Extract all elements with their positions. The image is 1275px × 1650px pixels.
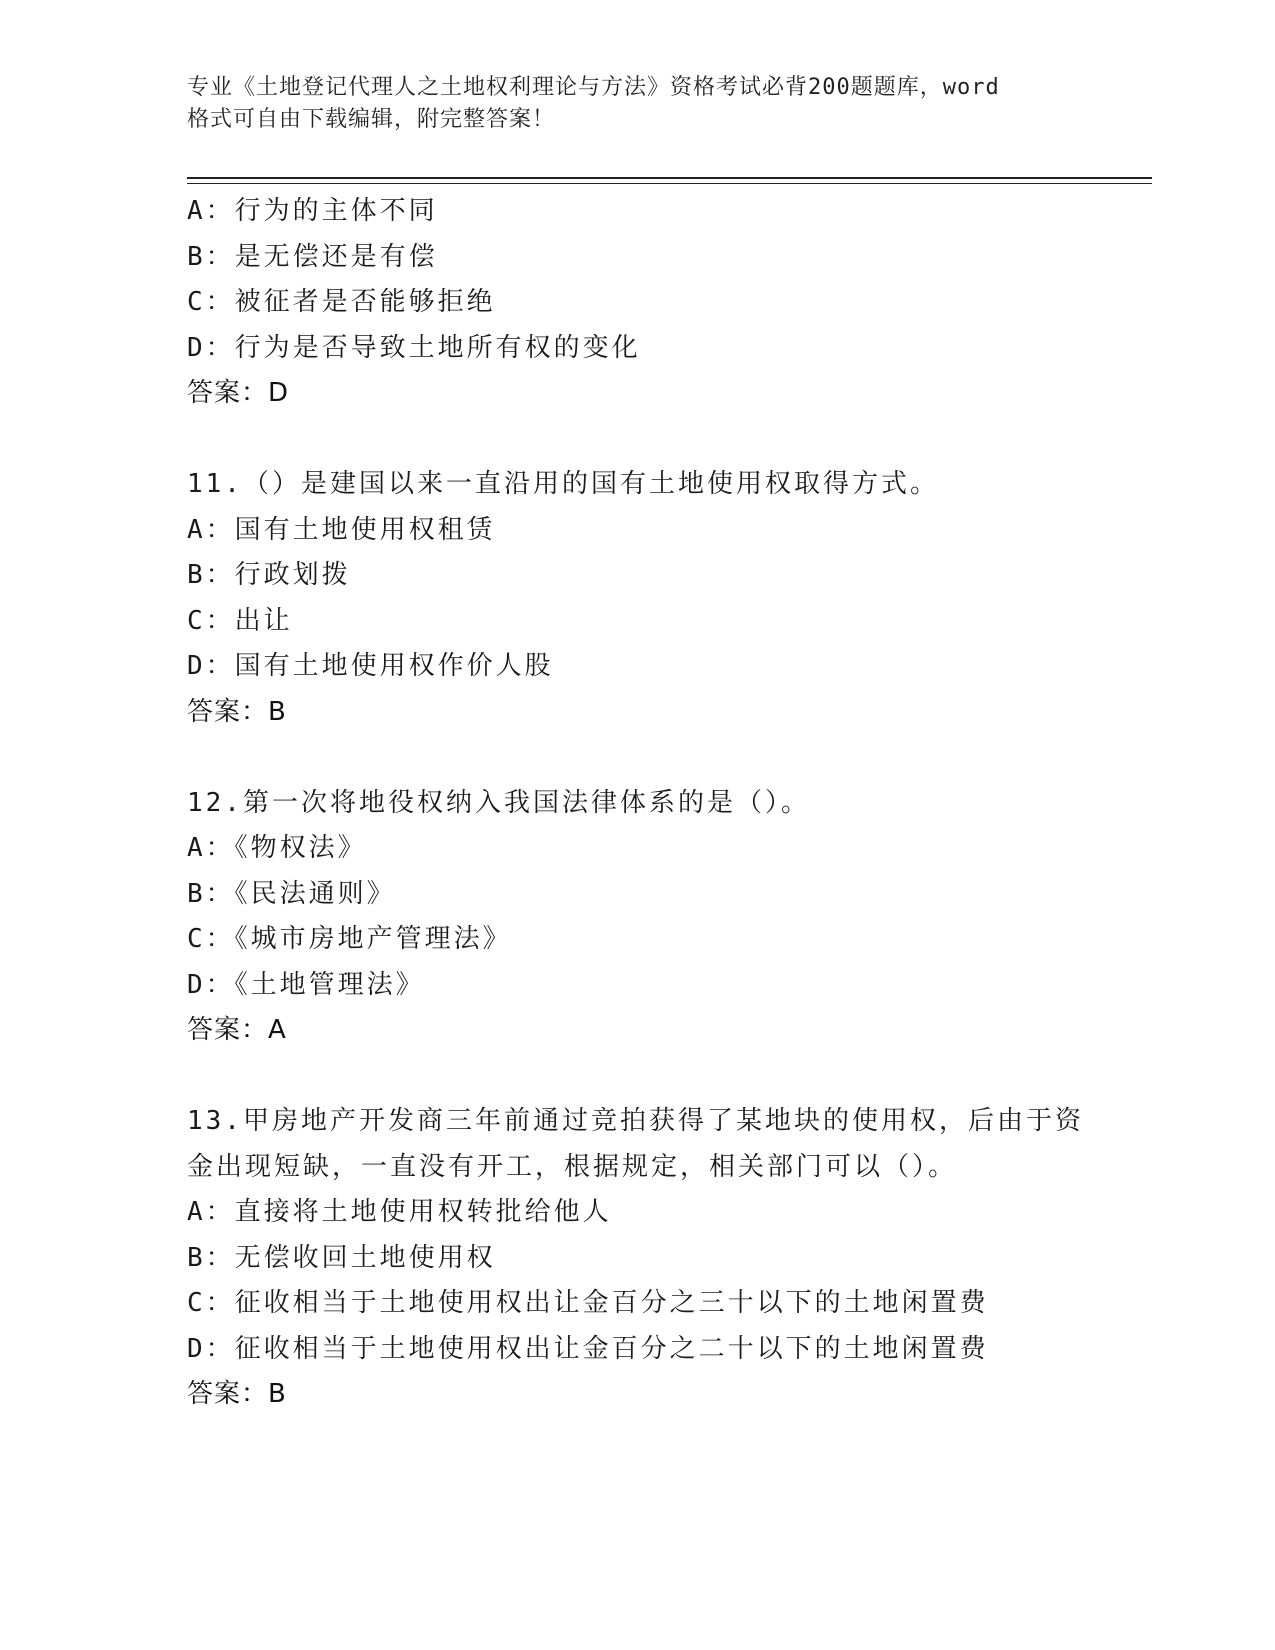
question-13-stem-line-2: 金出现短缺，一直没有开工，根据规定，相关部门可以（）。 <box>187 1151 958 1182</box>
question-12-answer: 答案：A <box>187 1015 287 1045</box>
question-11-option-d: D：国有土地使用权作价人股 <box>187 651 554 681</box>
question-12-option-a: A：《物权法》 <box>187 833 367 863</box>
question-12-stem: 12.第一次将地役权纳入我国法律体系的是（）。 <box>187 787 810 818</box>
question-11-option-a: A：国有土地使用权租赁 <box>187 514 496 545</box>
question-13-answer: 答案：B <box>187 1379 287 1409</box>
header-divider-thick <box>187 177 1152 179</box>
header-line-2: 格式可自由下载编辑，附完整答案！ <box>187 107 556 132</box>
question-12-option-b: B：《民法通则》 <box>187 878 396 909</box>
question-10-option-d: D：行为是否导致土地所有权的变化 <box>187 332 641 363</box>
question-12-option-d: D：《土地管理法》 <box>187 969 425 1000</box>
spacer <box>187 417 1087 463</box>
question-10-option-a: A：行为的主体不同 <box>187 196 438 226</box>
question-11 <box>187 462 1087 735</box>
question-12 <box>187 781 1087 1054</box>
spacer <box>187 735 1087 781</box>
question-13-option-c: C：征收相当于土地使用权出让金百分之三十以下的土地闲置费 <box>187 1288 989 1318</box>
question-13-stem-line-1: 13.甲房地产开发商三年前通过竞拍获得了某地块的使用权，后由于资 <box>187 1106 1084 1136</box>
question-13-option-a: A：直接将土地使用权转批给他人 <box>187 1197 612 1227</box>
question-10-option-b: B：是无偿还是有偿 <box>187 241 438 272</box>
question-10 <box>187 189 1087 417</box>
header-line-1: 专业《土地登记代理人之土地权利理论与方法》资格考试必背200题题库，word <box>187 75 1000 100</box>
document-header <box>187 72 1087 136</box>
question-10-answer: 答案：D <box>187 378 290 408</box>
question-12-option-c: C：《城市房地产管理法》 <box>187 924 512 954</box>
question-13-option-d: D：征收相当于土地使用权出让金百分之二十以下的土地闲置费 <box>187 1333 989 1364</box>
question-11-answer: 答案：B <box>187 696 287 727</box>
question-11-option-b: B：行政划拨 <box>187 560 351 590</box>
question-10-option-c: C：被征者是否能够拒绝 <box>187 287 496 317</box>
question-13 <box>187 1099 1087 1418</box>
spacer <box>187 1054 1087 1100</box>
question-list <box>187 189 1087 1418</box>
question-13-option-b: B：无偿收回土地使用权 <box>187 1242 496 1273</box>
question-11-option-c: C：出让 <box>187 605 293 636</box>
question-11-stem: 11.（）是建国以来一直沿用的国有土地使用权取得方式。 <box>187 469 939 499</box>
header-divider-thin <box>187 183 1152 184</box>
